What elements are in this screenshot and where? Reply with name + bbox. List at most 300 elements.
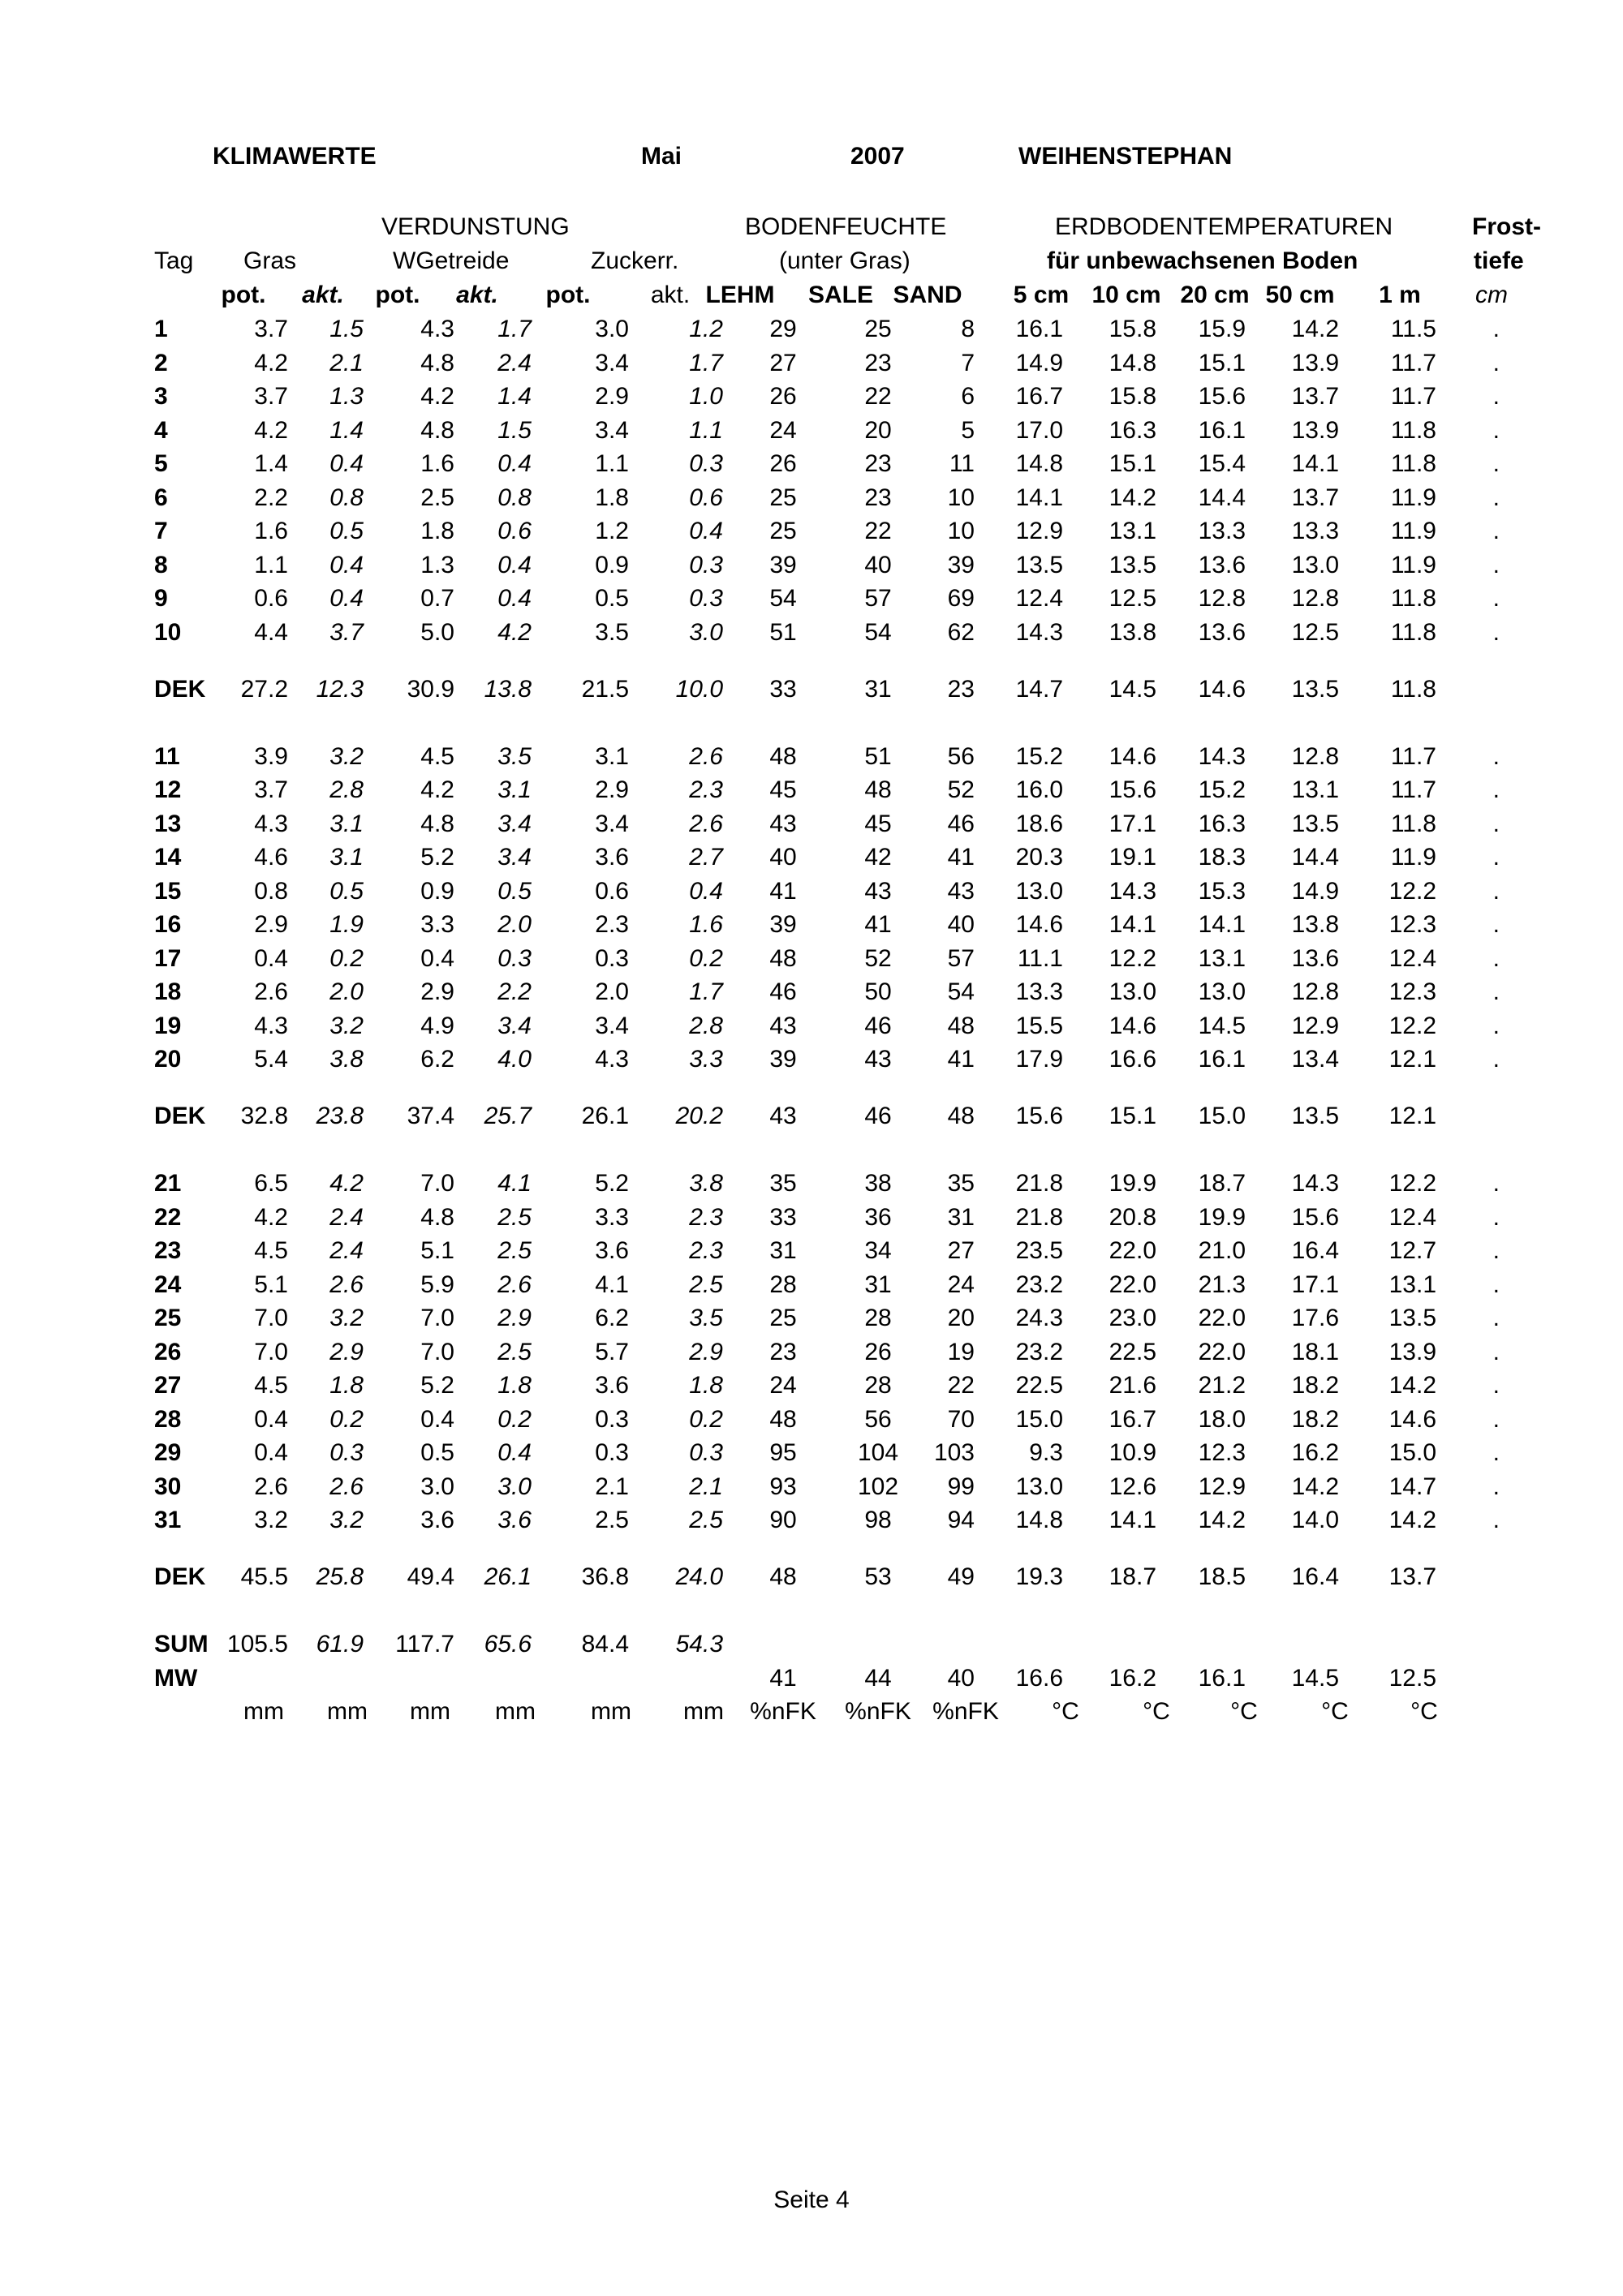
cell-wgetreide-akt: 3.4 <box>497 844 532 871</box>
cell-temp-20cm: 15.0 <box>1198 1103 1246 1129</box>
subgroup-unter-gras: (unter Gras) <box>779 247 911 274</box>
cell-temp-50cm: 12.9 <box>1291 1012 1339 1039</box>
cell-frost-tiefe: . <box>1492 585 1500 612</box>
cell-zuckerr-akt: 0.3 <box>689 1439 723 1466</box>
cell-frost-tiefe: . <box>1492 810 1500 837</box>
group-verdunstung: VERDUNSTUNG <box>381 213 570 240</box>
cell-gras-pot: 32.8 <box>240 1103 288 1129</box>
cell-zuckerr-akt: 2.1 <box>689 1473 723 1500</box>
cell-zuckerr-akt: 0.4 <box>689 518 723 544</box>
cell-gras-akt: 2.4 <box>329 1203 364 1231</box>
cell-temp-20cm: 14.5 <box>1198 1012 1246 1039</box>
cell-temp-1m: 12.4 <box>1388 944 1436 972</box>
cell-temp-10cm: 14.8 <box>1109 349 1156 376</box>
cell-lehm: 43 <box>769 1103 797 1129</box>
cell-sale: 50 <box>864 978 892 1005</box>
cell-temp-20cm: 14.4 <box>1198 484 1246 511</box>
cell-frost-tiefe: . <box>1492 1372 1500 1399</box>
cell-zuckerr-pot: 6.2 <box>595 1305 629 1331</box>
cell-sand: 52 <box>947 776 975 803</box>
cell-gras-pot: 5.4 <box>254 1046 288 1073</box>
cell-zuckerr-akt: 2.6 <box>689 810 723 837</box>
cell-zuckerr-akt: 3.8 <box>689 1170 723 1197</box>
cell-temp-20cm: 13.0 <box>1198 978 1246 1005</box>
cell-sand: 22 <box>947 1372 975 1399</box>
cell-tag: 7 <box>154 518 168 544</box>
cell-lehm: 31 <box>769 1237 797 1264</box>
cell-temp-5cm: 23.2 <box>1015 1271 1063 1298</box>
subgroup-zuckerr: Zuckerr. <box>591 247 679 274</box>
cell-sale: 98 <box>864 1507 892 1533</box>
cell-lehm: 26 <box>769 383 797 410</box>
cell-tag: 17 <box>154 944 182 972</box>
cell-lehm: 25 <box>769 1305 797 1331</box>
cell-zuckerr-pot: 2.1 <box>595 1473 629 1500</box>
cell-temp-20cm: 12.9 <box>1198 1473 1246 1500</box>
cell-temp-1m: 11.7 <box>1390 742 1436 770</box>
cell-frost-tiefe: . <box>1492 383 1500 410</box>
cell-temp-1m: 12.5 <box>1388 1664 1436 1692</box>
cell-temp-5cm: 12.9 <box>1015 518 1063 544</box>
group-erdbodentemperaturen: ERDBODENTEMPERATUREN <box>1055 213 1393 240</box>
cell-zuckerr-pot: 0.9 <box>595 551 629 578</box>
cell-sale: 23 <box>864 450 892 477</box>
cell-zuckerr-akt: 1.0 <box>689 383 723 410</box>
cell-zuckerr-pot: 3.4 <box>595 810 629 837</box>
cell-gras-akt: 3.2 <box>329 1305 364 1331</box>
cell-gras-akt: 3.2 <box>329 1507 364 1533</box>
cell-gras-akt: 3.2 <box>329 1012 364 1039</box>
cell-lehm: 39 <box>769 551 797 578</box>
cell-zuckerr-akt: 0.3 <box>689 551 723 578</box>
cell-temp-50cm: 16.2 <box>1291 1439 1339 1466</box>
column-label-sand: SAND <box>893 282 962 308</box>
subgroup-tiefe: tiefe <box>1474 247 1524 274</box>
cell-temp-20cm: 16.1 <box>1198 416 1246 444</box>
cell-frost-tiefe: . <box>1492 1203 1500 1231</box>
cell-temp-20cm: 12.3 <box>1198 1439 1246 1466</box>
cell-gras-pot: 2.2 <box>254 484 288 511</box>
cell-temp-1m: 12.2 <box>1388 877 1436 905</box>
cell-sale: 22 <box>864 518 892 544</box>
cell-zuckerr-akt: 0.4 <box>689 877 723 905</box>
cell-zuckerr-pot: 3.6 <box>595 1237 629 1264</box>
cell-temp-1m: 12.4 <box>1388 1203 1436 1231</box>
cell-sale: 44 <box>864 1664 892 1692</box>
report-month: Mai <box>641 143 682 170</box>
unit-temp-1m: °C <box>1410 1698 1438 1725</box>
cell-temp-20cm: 19.9 <box>1198 1203 1246 1231</box>
cell-sale: 34 <box>864 1237 892 1264</box>
cell-temp-50cm: 13.7 <box>1291 383 1339 410</box>
cell-wgetreide-akt: 0.4 <box>497 450 532 477</box>
cell-sale: 42 <box>864 844 892 871</box>
cell-tag: 22 <box>154 1203 182 1231</box>
cell-sand: 41 <box>947 844 975 871</box>
cell-temp-10cm: 16.7 <box>1109 1405 1156 1433</box>
cell-temp-50cm: 18.1 <box>1291 1338 1339 1365</box>
cell-temp-5cm: 17.0 <box>1015 416 1063 444</box>
cell-temp-1m: 11.7 <box>1390 349 1436 376</box>
cell-temp-50cm: 13.3 <box>1291 518 1339 544</box>
cell-temp-20cm: 21.3 <box>1198 1271 1246 1298</box>
cell-temp-10cm: 16.3 <box>1109 416 1156 444</box>
cell-gras-pot: 4.6 <box>254 844 288 871</box>
cell-temp-1m: 11.8 <box>1390 585 1436 612</box>
cell-temp-50cm: 18.2 <box>1291 1405 1339 1433</box>
cell-wgetreide-pot: 0.4 <box>420 1405 454 1433</box>
cell-temp-10cm: 18.7 <box>1109 1563 1156 1590</box>
column-label-temp-1m: 1 m <box>1379 282 1421 308</box>
cell-temp-50cm: 12.8 <box>1291 585 1339 612</box>
cell-gras-pot: 1.1 <box>254 551 288 578</box>
cell-frost-tiefe: . <box>1492 844 1500 871</box>
column-label-sale: SALE <box>807 282 874 308</box>
cell-zuckerr-akt: 1.2 <box>689 316 723 342</box>
cell-sand: 19 <box>947 1338 975 1365</box>
cell-wgetreide-akt: 0.4 <box>497 1439 532 1466</box>
cell-lehm: 48 <box>769 742 797 770</box>
cell-temp-5cm: 23.5 <box>1015 1237 1063 1264</box>
cell-lehm: 25 <box>769 484 797 511</box>
cell-temp-10cm: 14.1 <box>1109 1507 1156 1533</box>
cell-sale: 43 <box>864 1046 892 1073</box>
cell-gras-pot: 0.6 <box>254 585 288 612</box>
cell-zuckerr-akt: 3.3 <box>689 1046 723 1073</box>
cell-sand: 11 <box>949 450 975 477</box>
cell-zuckerr-akt: 2.6 <box>689 742 723 770</box>
cell-sale: 51 <box>864 742 892 770</box>
cell-sand: 10 <box>947 518 975 544</box>
cell-gras-akt: 0.5 <box>329 877 364 905</box>
cell-gras-pot: 0.4 <box>254 1405 288 1433</box>
cell-temp-20cm: 15.3 <box>1198 877 1246 905</box>
cell-sale: 25 <box>864 316 892 342</box>
cell-temp-20cm: 18.7 <box>1198 1170 1246 1197</box>
cell-temp-5cm: 9.3 <box>1029 1439 1063 1466</box>
cell-temp-10cm: 14.3 <box>1109 877 1156 905</box>
unit-zuckerr-pot: mm <box>591 1698 631 1725</box>
cell-temp-5cm: 23.2 <box>1015 1338 1063 1365</box>
cell-gras-akt: 2.6 <box>329 1473 364 1500</box>
unit-wgetreide-akt: mm <box>495 1698 536 1725</box>
unit-temp-50cm: °C <box>1321 1698 1349 1725</box>
column-label-zuckerr-pot: pot. <box>545 282 591 308</box>
cell-zuckerr-pot: 1.1 <box>595 450 629 477</box>
cell-wgetreide-pot: 5.0 <box>420 618 454 646</box>
cell-gras-akt: 0.4 <box>329 585 364 612</box>
cell-temp-10cm: 13.8 <box>1109 618 1156 646</box>
cell-temp-5cm: 16.7 <box>1015 383 1063 410</box>
cell-zuckerr-akt: 1.7 <box>689 978 723 1005</box>
cell-gras-akt: 12.3 <box>316 675 364 703</box>
cell-temp-1m: 13.1 <box>1388 1271 1436 1298</box>
cell-temp-10cm: 22.0 <box>1109 1237 1156 1264</box>
cell-sand: 39 <box>947 551 975 578</box>
group-frost: Frost- <box>1472 213 1541 240</box>
cell-sand: 10 <box>947 484 975 511</box>
cell-wgetreide-akt: 3.0 <box>497 1473 532 1500</box>
cell-temp-5cm: 14.1 <box>1015 484 1063 511</box>
cell-sand: 99 <box>947 1473 975 1500</box>
cell-sale: 46 <box>864 1103 892 1129</box>
cell-temp-1m: 11.5 <box>1390 316 1436 342</box>
cell-frost-tiefe: . <box>1492 316 1500 342</box>
cell-frost-tiefe: . <box>1492 484 1500 511</box>
cell-zuckerr-akt: 1.1 <box>689 416 723 444</box>
cell-temp-5cm: 21.8 <box>1015 1170 1063 1197</box>
cell-sand: 24 <box>947 1271 975 1298</box>
cell-wgetreide-pot: 5.9 <box>420 1271 454 1298</box>
cell-tag: 28 <box>154 1405 182 1433</box>
cell-temp-20cm: 14.6 <box>1198 675 1246 703</box>
cell-temp-5cm: 17.9 <box>1015 1046 1063 1073</box>
cell-zuckerr-akt: 20.2 <box>675 1103 723 1129</box>
cell-sand: 69 <box>947 585 975 612</box>
cell-gras-akt: 2.0 <box>329 978 364 1005</box>
cell-wgetreide-akt: 2.9 <box>497 1305 532 1331</box>
column-label-gras-pot: pot. <box>221 282 266 308</box>
cell-tag: 6 <box>154 484 168 511</box>
cell-sand: 94 <box>947 1507 975 1533</box>
cell-sale: 40 <box>864 551 892 578</box>
cell-temp-20cm: 15.6 <box>1198 383 1246 410</box>
cell-temp-1m: 12.7 <box>1388 1237 1436 1264</box>
cell-wgetreide-pot: 2.5 <box>420 484 454 511</box>
cell-wgetreide-pot: 4.2 <box>420 776 454 803</box>
cell-temp-5cm: 14.7 <box>1015 675 1063 703</box>
cell-gras-pot: 4.2 <box>254 349 288 376</box>
cell-frost-tiefe: . <box>1492 742 1500 770</box>
cell-tag: 11 <box>154 742 180 770</box>
cell-gras-pot: 3.2 <box>254 1507 288 1533</box>
cell-sale: 23 <box>864 484 892 511</box>
cell-wgetreide-akt: 1.8 <box>497 1372 532 1399</box>
cell-sand: 49 <box>947 1563 975 1590</box>
column-label-temp-20cm: 20 cm <box>1180 282 1250 308</box>
cell-gras-pot: 0.4 <box>254 944 288 972</box>
cell-tag: 4 <box>154 416 168 444</box>
cell-zuckerr-akt: 0.2 <box>689 1405 723 1433</box>
cell-wgetreide-pot: 6.2 <box>420 1046 454 1073</box>
cell-zuckerr-pot: 2.3 <box>595 911 629 938</box>
cell-wgetreide-akt: 0.4 <box>497 551 532 578</box>
cell-temp-5cm: 15.5 <box>1015 1012 1063 1039</box>
cell-wgetreide-akt: 3.1 <box>497 776 532 803</box>
cell-wgetreide-pot: 4.8 <box>420 349 454 376</box>
cell-sale: 23 <box>864 349 892 376</box>
cell-gras-akt: 3.1 <box>329 844 364 871</box>
cell-zuckerr-pot: 1.8 <box>595 484 629 511</box>
cell-temp-20cm: 12.8 <box>1198 585 1246 612</box>
cell-sale: 26 <box>864 1338 892 1365</box>
cell-temp-20cm: 21.2 <box>1198 1372 1246 1399</box>
cell-gras-pot: 0.8 <box>254 877 288 905</box>
cell-wgetreide-pot: 1.8 <box>420 518 454 544</box>
cell-temp-5cm: 12.4 <box>1015 585 1063 612</box>
cell-gras-akt: 0.2 <box>329 944 364 972</box>
cell-frost-tiefe: . <box>1492 416 1500 444</box>
cell-temp-20cm: 13.1 <box>1198 944 1246 972</box>
cell-temp-10cm: 13.5 <box>1109 551 1156 578</box>
cell-zuckerr-akt: 2.9 <box>689 1338 723 1365</box>
cell-lehm: 26 <box>769 450 797 477</box>
cell-temp-1m: 11.8 <box>1390 810 1436 837</box>
cell-frost-tiefe: . <box>1492 1046 1500 1073</box>
cell-temp-5cm: 15.0 <box>1015 1405 1063 1433</box>
cell-gras-pot: 2.6 <box>254 978 288 1005</box>
cell-temp-20cm: 15.2 <box>1198 776 1246 803</box>
column-label-wgetreide-akt: akt. <box>456 282 498 308</box>
cell-temp-10cm: 23.0 <box>1109 1305 1156 1331</box>
subgroup-gras: Gras <box>243 247 297 274</box>
cell-lehm: 46 <box>769 978 797 1005</box>
cell-sale: 20 <box>864 416 892 444</box>
cell-temp-5cm: 11.1 <box>1017 944 1063 972</box>
cell-wgetreide-akt: 3.4 <box>497 810 532 837</box>
cell-gras-pot: 3.9 <box>254 742 288 770</box>
cell-sale: 56 <box>864 1405 892 1433</box>
cell-temp-10cm: 15.8 <box>1109 316 1156 342</box>
cell-temp-20cm: 13.6 <box>1198 551 1246 578</box>
cell-gras-akt: 3.8 <box>329 1046 364 1073</box>
cell-wgetreide-akt: 13.8 <box>484 675 532 703</box>
cell-sand: 31 <box>947 1203 975 1231</box>
cell-wgetreide-pot: 2.9 <box>420 978 454 1005</box>
cell-frost-tiefe: . <box>1492 1170 1500 1197</box>
cell-gras-akt: 1.3 <box>329 383 364 410</box>
cell-temp-1m: 13.5 <box>1388 1305 1436 1331</box>
cell-wgetreide-akt: 65.6 <box>484 1631 532 1658</box>
cell-temp-1m: 13.7 <box>1388 1563 1436 1590</box>
cell-tag: 10 <box>154 618 182 646</box>
cell-temp-50cm: 13.9 <box>1291 349 1339 376</box>
cell-tag: 29 <box>154 1439 182 1466</box>
cell-wgetreide-pot: 4.9 <box>420 1012 454 1039</box>
cell-temp-50cm: 13.1 <box>1291 776 1339 803</box>
cell-frost-tiefe: . <box>1492 450 1500 477</box>
cell-wgetreide-akt: 2.5 <box>497 1203 532 1231</box>
cell-zuckerr-pot: 2.9 <box>595 383 629 410</box>
cell-lehm: 41 <box>769 877 797 905</box>
cell-tag: 3 <box>154 383 168 410</box>
cell-temp-50cm: 12.8 <box>1291 978 1339 1005</box>
cell-temp-20cm: 13.6 <box>1198 618 1246 646</box>
cell-zuckerr-pot: 36.8 <box>581 1563 629 1590</box>
subgroup-wgetreide: WGetreide <box>393 247 510 274</box>
cell-tag: 1 <box>154 316 168 342</box>
cell-wgetreide-pot: 1.3 <box>420 551 454 578</box>
cell-temp-10cm: 13.0 <box>1109 978 1156 1005</box>
cell-zuckerr-akt: 0.6 <box>689 484 723 511</box>
cell-gras-akt: 2.9 <box>329 1338 364 1365</box>
cell-gras-pot: 2.6 <box>254 1473 288 1500</box>
cell-temp-10cm: 10.9 <box>1109 1439 1156 1466</box>
cell-zuckerr-akt: 1.7 <box>689 349 723 376</box>
cell-gras-pot: 7.0 <box>254 1338 288 1365</box>
cell-temp-10cm: 14.6 <box>1109 1012 1156 1039</box>
cell-sand: 6 <box>961 383 975 410</box>
cell-gras-pot: 4.3 <box>254 1012 288 1039</box>
cell-lehm: 41 <box>769 1664 797 1692</box>
cell-gras-akt: 2.1 <box>329 349 364 376</box>
cell-temp-20cm: 22.0 <box>1198 1305 1246 1331</box>
cell-tag: 2 <box>154 349 168 376</box>
cell-gras-akt: 1.5 <box>329 316 364 342</box>
cell-zuckerr-akt: 2.3 <box>689 776 723 803</box>
cell-temp-50cm: 13.0 <box>1291 551 1339 578</box>
tag-header: Tag <box>154 247 194 274</box>
cell-zuckerr-pot: 3.1 <box>595 742 629 770</box>
cell-temp-5cm: 13.0 <box>1015 877 1063 905</box>
cell-wgetreide-akt: 2.5 <box>497 1338 532 1365</box>
cell-lehm: 48 <box>769 944 797 972</box>
cell-lehm: 35 <box>769 1170 797 1197</box>
cell-temp-50cm: 17.6 <box>1291 1305 1339 1331</box>
cell-wgetreide-akt: 3.6 <box>497 1507 532 1533</box>
cell-wgetreide-akt: 2.6 <box>497 1271 532 1298</box>
cell-zuckerr-akt: 3.5 <box>689 1305 723 1331</box>
cell-temp-20cm: 15.4 <box>1198 450 1246 477</box>
cell-sale: 57 <box>864 585 892 612</box>
cell-tag: DEK <box>154 1103 206 1129</box>
cell-sale: 31 <box>864 675 892 703</box>
cell-temp-20cm: 18.5 <box>1198 1563 1246 1590</box>
cell-temp-10cm: 21.6 <box>1109 1372 1156 1399</box>
cell-sand: 103 <box>933 1439 975 1466</box>
unit-zuckerr-akt: mm <box>683 1698 724 1725</box>
cell-lehm: 27 <box>769 349 797 376</box>
cell-sand: 46 <box>947 810 975 837</box>
cell-temp-20cm: 14.1 <box>1198 911 1246 938</box>
cell-wgetreide-pot: 0.7 <box>420 585 454 612</box>
report-year: 2007 <box>850 143 905 170</box>
cell-tag: 30 <box>154 1473 182 1500</box>
cell-temp-50cm: 17.1 <box>1291 1271 1339 1298</box>
cell-sand: 48 <box>947 1103 975 1129</box>
cell-tag: DEK <box>154 1563 206 1590</box>
cell-zuckerr-akt: 10.0 <box>675 675 723 703</box>
cell-gras-pot: 3.7 <box>254 316 288 342</box>
cell-sand: 20 <box>947 1305 975 1331</box>
cell-lehm: 25 <box>769 518 797 544</box>
cell-temp-5cm: 14.8 <box>1015 1507 1063 1533</box>
cell-temp-50cm: 14.2 <box>1291 1473 1339 1500</box>
cell-wgetreide-pot: 7.0 <box>420 1338 454 1365</box>
cell-wgetreide-pot: 4.5 <box>420 742 454 770</box>
cell-gras-akt: 23.8 <box>316 1103 364 1129</box>
cell-temp-5cm: 20.3 <box>1015 844 1063 871</box>
cell-temp-20cm: 16.1 <box>1198 1046 1246 1073</box>
cell-temp-50cm: 18.2 <box>1291 1372 1339 1399</box>
cell-gras-pot: 0.4 <box>254 1439 288 1466</box>
cell-lehm: 39 <box>769 1046 797 1073</box>
cell-wgetreide-pot: 37.4 <box>407 1103 454 1129</box>
cell-frost-tiefe: . <box>1492 911 1500 938</box>
cell-temp-50cm: 13.5 <box>1291 675 1339 703</box>
cell-sand: 70 <box>947 1405 975 1433</box>
cell-lehm: 95 <box>769 1439 797 1466</box>
cell-sale: 36 <box>864 1203 892 1231</box>
cell-gras-akt: 3.1 <box>329 810 364 837</box>
cell-sand: 35 <box>947 1170 975 1197</box>
cell-temp-1m: 12.1 <box>1388 1103 1436 1129</box>
cell-wgetreide-akt: 26.1 <box>484 1563 532 1590</box>
cell-gras-pot: 4.2 <box>254 416 288 444</box>
cell-lehm: 28 <box>769 1271 797 1298</box>
cell-zuckerr-pot: 26.1 <box>581 1103 629 1129</box>
cell-temp-50cm: 14.5 <box>1291 1664 1339 1692</box>
